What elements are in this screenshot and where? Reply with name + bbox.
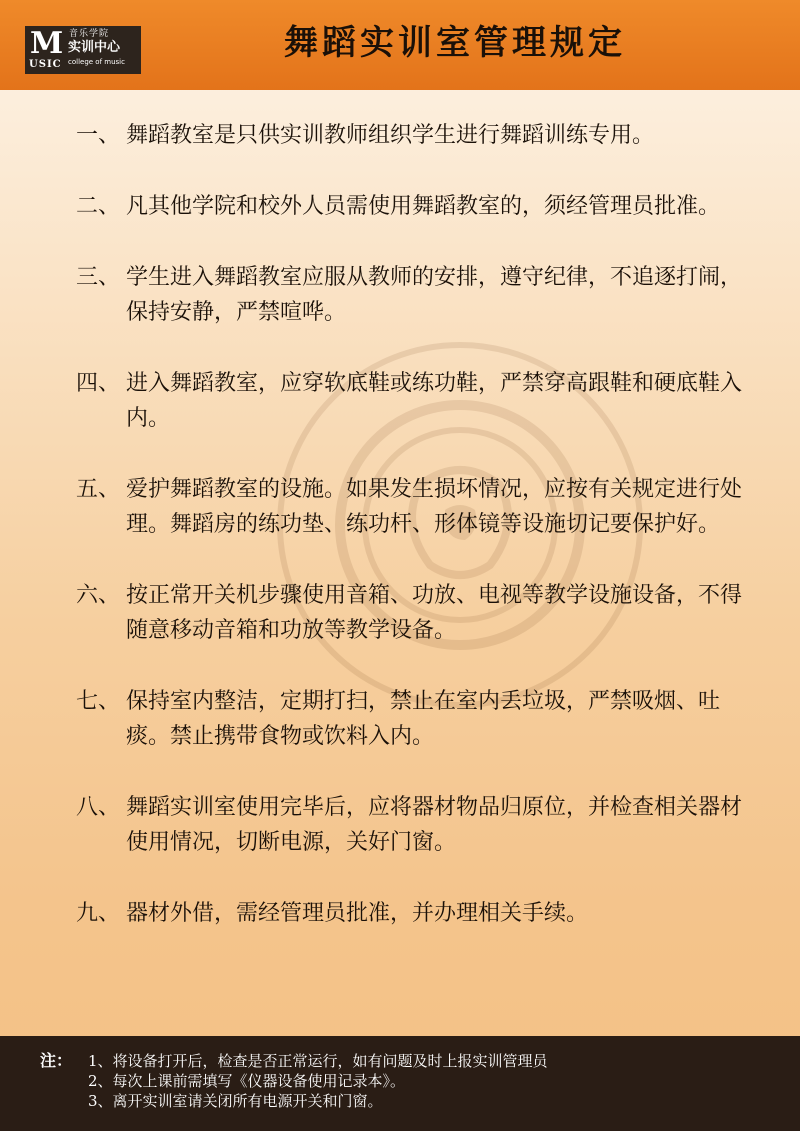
rules-list [76,118,756,967]
notes-list [88,1051,548,1111]
rule-item [76,366,756,436]
rule-number: 六、 [76,583,121,608]
rule-text: 凡其他学院和校外人员需使用舞蹈教室的，须经管理员批准。 [126,194,721,219]
logo-college-en: college of music [68,58,125,66]
rule-item [76,189,756,224]
rule-number: 七、 [76,689,121,714]
rule-number: 三、 [76,265,121,290]
rule-text: 爱护舞蹈教室的设施。如果发生损坏情况，应按有关规定进行处理。舞蹈房的练功垫、练功杆、形体镜等设施切记要保护好。 [126,477,743,537]
rule-text: 进入舞蹈教室，应穿软底鞋或练功鞋，严禁穿高跟鞋和硬底鞋入内。 [126,371,743,431]
rule-item [76,578,756,648]
logo-center-cn: 实训中心 [68,40,121,55]
note-item: 1、将设备打开后，检查是否正常运行，如有问题及时上报实训管理员 [88,1052,548,1070]
rule-number: 九、 [76,901,121,926]
rule-item [76,472,756,542]
rule-text: 学生进入舞蹈教室应服从教师的安排，遵守纪律，不追逐打闹，保持安静，严禁喧哗。 [126,265,743,325]
note-item: 2、每次上课前需填写《仪器设备使用记录本》。 [88,1072,406,1090]
rule-item [76,260,756,330]
rule-item [76,790,756,860]
rule-text: 保持室内整洁，定期打扫，禁止在室内丢垃圾，严禁吸烟、吐痰。禁止携带食物或饮料入内。 [126,689,721,749]
logo-letters-below: USIC [29,59,62,70]
rule-number: 四、 [76,371,121,396]
rule-number: 二、 [76,194,121,219]
footer-notes [0,1036,800,1131]
note-item: 3、离开实训室请关闭所有电源开关和门窗。 [88,1092,383,1110]
note-label: 注： [40,1051,73,1070]
rule-number: 五、 [76,477,121,502]
logo-college-cn: 音乐学院 [69,29,110,39]
rule-text: 按正常开关机步骤使用音箱、功放、电视等教学设施设备，不得随意移动音箱和功放等教学设备。 [126,583,743,643]
logo-letter: M [30,26,64,61]
rule-item [76,118,756,153]
music-college-logo [25,26,141,74]
rule-text: 器材外借，需经管理员批准，并办理相关手续。 [126,901,589,926]
rule-item [76,896,756,931]
rule-number: 一、 [76,123,121,148]
rule-text: 舞蹈教室是只供实训教师组织学生进行舞蹈训练专用。 [126,123,655,148]
rule-item [76,684,756,754]
header-bar [0,0,800,90]
rule-text: 舞蹈实训室使用完毕后，应将器材物品归原位，并检查相关器材使用情况，切断电源，关好门窗。 [126,795,743,855]
page-title: 舞蹈实训室管理规定 [284,23,626,63]
rule-number: 八、 [76,795,121,820]
